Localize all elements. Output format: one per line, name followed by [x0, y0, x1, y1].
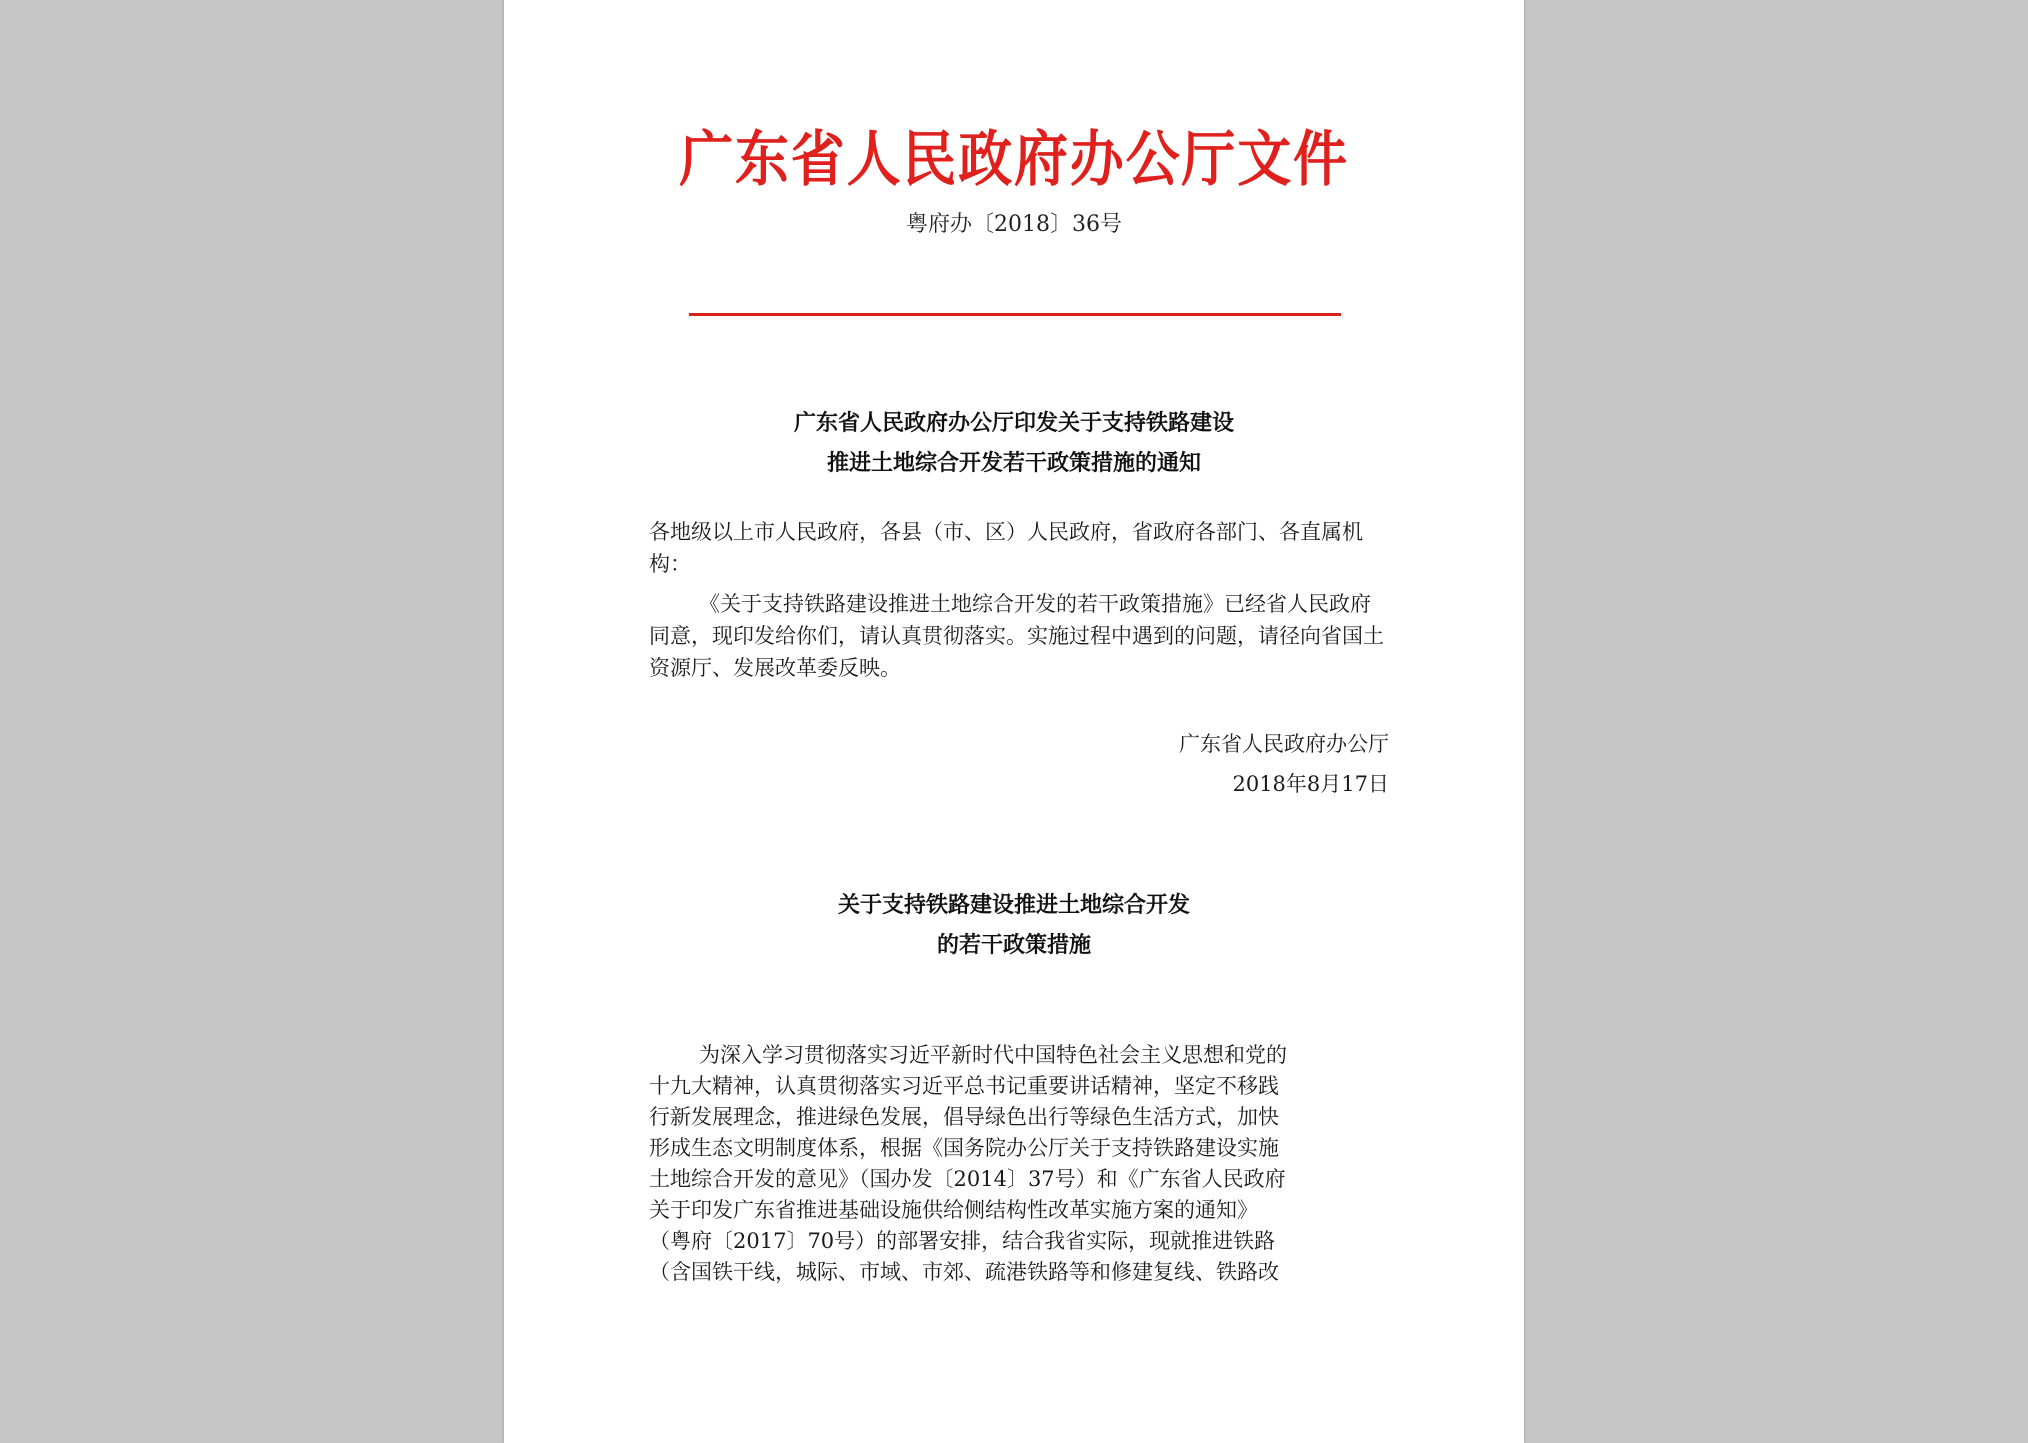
measures-line: （含国铁干线，城际、市域、市郊、疏港铁路等和修建复线、铁路改 [649, 1260, 1279, 1284]
document-number: 粤府办〔2018〕36号 [906, 212, 1122, 237]
signature-date: 2018年8月17日 [1232, 772, 1389, 796]
measures-title [504, 886, 1524, 966]
measures-line: 为深入学习贯彻落实习近平新时代中国特色社会主义思想和党的 [699, 1043, 1287, 1067]
measures-line: （粤府〔2017〕70号）的部署安排，结合我省实际，现就推进铁路 [649, 1229, 1276, 1253]
measures-title-line-1: 关于支持铁路建设推进土地综合开发 [837, 893, 1190, 918]
notice-title-line-2: 推进土地综合开发若干政策措施的通知 [826, 451, 1201, 476]
measures-line: 关于印发广东省推进基础设施供给侧结构性改革实施方案的通知》 [649, 1198, 1258, 1222]
notice-title-line-1: 广东省人民政府办公厅印发关于支持铁路建设 [793, 411, 1234, 436]
notice-body: 《关于支持铁路建设推进土地综合开发的若干政策措施》已经省人民政府同意，现印发给你们，请认真贯彻落实。实施过程中遇到的问题，请径向省国土资源厅、发展改革委反映。 [649, 592, 1384, 680]
header-red-rule [689, 313, 1341, 316]
document-page [504, 0, 1524, 1443]
measures-line: 形成生态文明制度体系，根据《国务院办公厅关于支持铁路建设实施 [649, 1136, 1279, 1160]
notice-title [504, 404, 1524, 484]
measures-body [649, 1040, 1389, 1288]
signature-organization: 广东省人民政府办公厅 [1179, 732, 1389, 756]
measures-line: 行新发展理念，推进绿色发展，倡导绿色出行等绿色生活方式，加快 [649, 1105, 1279, 1129]
document-header-title: 广东省人民政府办公厅文件 [679, 125, 1349, 195]
notice-recipients: 各地级以上市人民政府，各县（市、区）人民政府，省政府各部门、各直属机构： [649, 520, 1363, 576]
measures-title-line-2: 的若干政策措施 [936, 933, 1091, 958]
measures-line: 十九大精神，认真贯彻落实习近平总书记重要讲话精神，坚定不移践 [649, 1074, 1279, 1098]
measures-line: 土地综合开发的意见》（国办发〔2014〕37号）和《广东省人民政府 [649, 1167, 1286, 1191]
